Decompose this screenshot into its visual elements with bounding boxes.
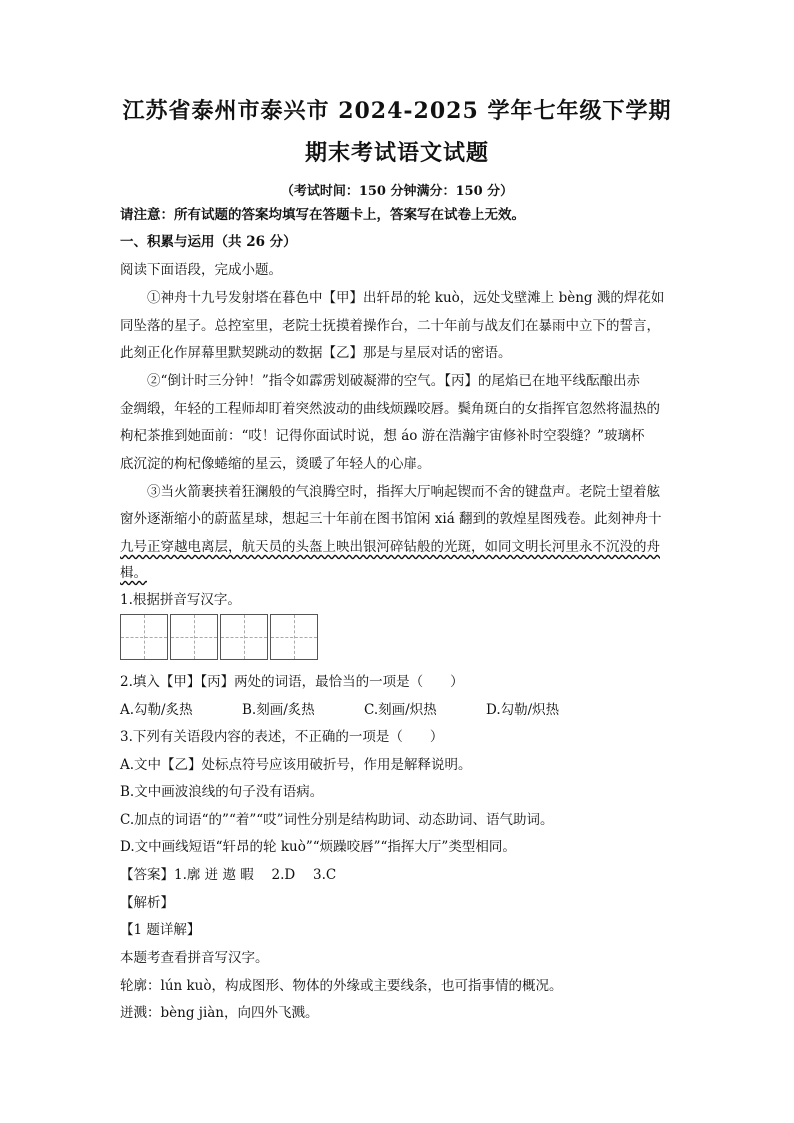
para2-line1: ②“倒计时三分钟！”指令如霹雳划破凝滞的空气。【丙】的尾焰已在地平线酝酿出赤 — [147, 373, 641, 389]
q3-option-d: D.文中画线短语“轩昂的轮 kuò”“烦躁咬唇”“指挥大厅”类型相同。 — [120, 839, 516, 855]
answer-cell[interactable] — [270, 614, 318, 660]
answer-cell[interactable] — [120, 614, 168, 660]
para1-line1: ①神舟十九号发射塔在暮色中【甲】出轩昂的轮 kuò，远处戈壁滩上 bèng 溅的焊花如 — [147, 290, 665, 306]
detail-bengjian: 迸溅：bèng jiàn，向四外飞溅。 — [120, 1005, 319, 1021]
question-2: 2.填入【甲】【丙】两处的词语，最恰当的一项是（ ） — [120, 674, 464, 690]
page-title: 江苏省泰州市泰兴市 2024-2025 学年七年级下学期 — [122, 98, 672, 124]
para2-line2: 金绸缎，年轻的工程师却盯着突然波动的曲线烦躁咬唇。鬓角斑白的女指挥官忽然将温热的 — [120, 401, 660, 417]
page-subtitle: 期末考试语文试题 — [304, 140, 489, 166]
answer-key: 【答案】1.廓 迸 遨 暇 2.D 3.C — [120, 867, 337, 883]
para3-line1: ③当火箭裹挟着狂澜般的气浪腾空时，指挥大厅响起锲而不舍的键盘声。老院士望着舷 — [147, 484, 660, 500]
detail-lunkuo: 轮廓：lún kuò，构成图形、物体的外缘或主要线条，也可指事情的概况。 — [120, 978, 563, 994]
section-heading: 一、积累与运用（共 26 分） — [120, 234, 297, 250]
option-c: C.刻画/炽热 — [364, 702, 437, 718]
option-a: A.勾勒/炙热 — [120, 702, 193, 718]
detail-intro: 本题考查看拼音写汉字。 — [120, 950, 269, 966]
q3-option-b: B.文中画波浪线的句子没有语病。 — [120, 784, 324, 800]
analysis-heading: 【解析】 — [120, 895, 174, 911]
exam-info: （考试时间：150 分钟满分：150 分） — [280, 184, 514, 199]
para2-line4: 底沉淀的枸杞像蜷缩的星云，烫暖了年轻人的心扉。 — [120, 456, 431, 472]
instruction: 阅读下面语段，完成小题。 — [120, 262, 282, 278]
answer-cell[interactable] — [170, 614, 218, 660]
para3-line3: 九号正穿越电离层，航天员的头盔上映出银河碎钻般的光斑，如同文明长河里永不沉没的舟 — [120, 539, 660, 555]
question-3: 3.下列有关语段内容的表述，不正确的一项是（ ） — [120, 729, 444, 745]
question-1: 1.根据拼音写汉字。 — [120, 592, 241, 608]
answer-grid[interactable] — [120, 614, 320, 660]
detail-heading: 【1 题详解】 — [120, 922, 201, 938]
para3-line2: 窗外逐渐缩小的蔚蓝星球，想起三十年前在图书馆闲 xiá 翻到的敦煌星图残卷。此刻神舟十 — [120, 511, 662, 527]
q3-option-c: C.加点的词语“的”“着”“哎”词性分别是结构助词、动态助词、语气助词。 — [120, 812, 554, 828]
para1-line3: 此刻正化作屏幕里默契跳动的数据【乙】那是与星辰对话的密语。 — [120, 345, 512, 361]
option-d: D.勾勒/炽热 — [486, 702, 560, 718]
para2-line3: 枸杞茶推到她面前：“哎！记得你面试时说，想 áo 游在浩瀚宇宙修补时空裂缝？”玻璃杯 — [120, 428, 645, 444]
notice: 请注意：所有试题的答案均填写在答题卡上，答案写在试卷上无效。 — [120, 207, 525, 223]
option-b: B.刻画/炙热 — [242, 702, 315, 718]
para3-line4: 楫。 — [120, 565, 147, 581]
answer-cell[interactable] — [220, 614, 268, 660]
question-2-options — [120, 700, 690, 720]
para1-line2: 同坠落的星子。总控室里，老院士抚摸着操作台，二十年前与战友们在暴雨中立下的誓言， — [120, 318, 660, 334]
q3-option-a: A.文中【乙】处标点符号应该用破折号，作用是解释说明。 — [120, 757, 472, 773]
